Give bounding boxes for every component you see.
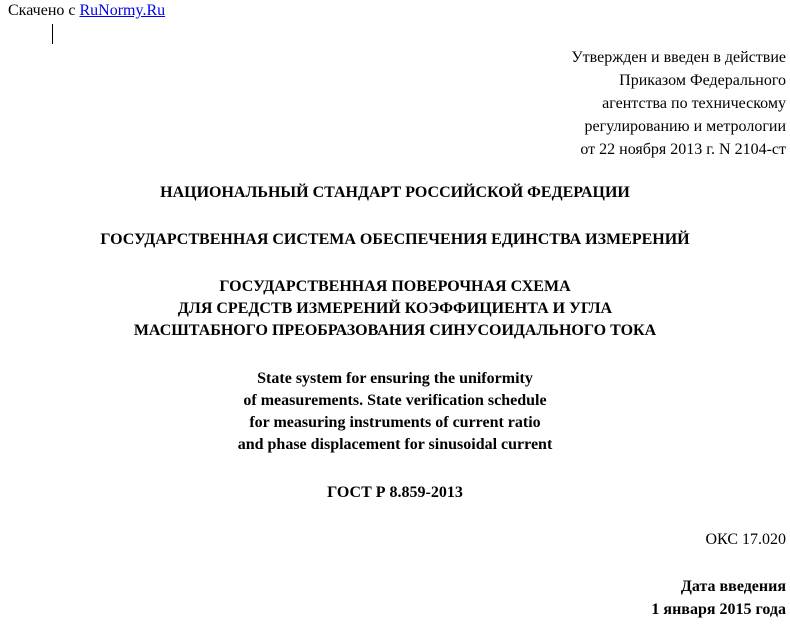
- approval-block: [571, 46, 786, 161]
- english-title-line: of measurements. State verification schedule: [243, 392, 547, 409]
- english-title-line: for measuring instruments of current ratio: [249, 414, 541, 431]
- approval-line: агентства по техническому: [602, 95, 786, 112]
- introduction-label: Дата введения: [680, 578, 786, 595]
- source-line: [8, 1, 165, 21]
- introduction-date-block: [651, 575, 786, 621]
- english-title: [0, 368, 790, 456]
- approval-line: Приказом Федерального: [619, 72, 786, 89]
- approval-line: Утвержден и введен в действие: [571, 49, 786, 66]
- system-title: ГОСУДАРСТВЕННАЯ СИСТЕМА ОБЕСПЕЧЕНИЯ ЕДИНСТВА ИЗМЕРЕНИЙ: [100, 231, 690, 248]
- english-title-line: State system for ensuring the uniformity: [257, 370, 533, 387]
- scheme-title-line: ДЛЯ СРЕДСТВ ИЗМЕРЕНИЙ КОЭФФИЦИЕНТА И УГЛА: [177, 300, 613, 317]
- english-title-line: and phase displacement for sinusoidal current: [237, 436, 553, 453]
- source-link[interactable]: RuNormy.Ru: [79, 2, 166, 19]
- scheme-title-line: ГОСУДАРСТВЕННАЯ ПОВЕРОЧНАЯ СХЕМА: [219, 278, 571, 295]
- scheme-title-line: МАСШТАБНОГО ПРЕОБРАЗОВАНИЯ СИНУСОИДАЛЬНОГО ТОКА: [133, 322, 657, 339]
- source-prefix: Скачено с: [8, 2, 80, 19]
- oks-code: ОКС 17.020: [705, 531, 786, 548]
- introduction-date: 1 января 2015 года: [651, 601, 786, 618]
- text-cursor: [52, 24, 53, 44]
- standard-title: НАЦИОНАЛЬНЫЙ СТАНДАРТ РОССИЙСКОЙ ФЕДЕРАЦИИ: [160, 184, 630, 201]
- approval-line: регулированию и метрологии: [584, 118, 786, 135]
- scheme-title: [0, 276, 790, 342]
- gost-number: ГОСТ Р 8.859-2013: [327, 484, 463, 501]
- approval-line: от 22 ноября 2013 г. N 2104-ст: [580, 141, 786, 158]
